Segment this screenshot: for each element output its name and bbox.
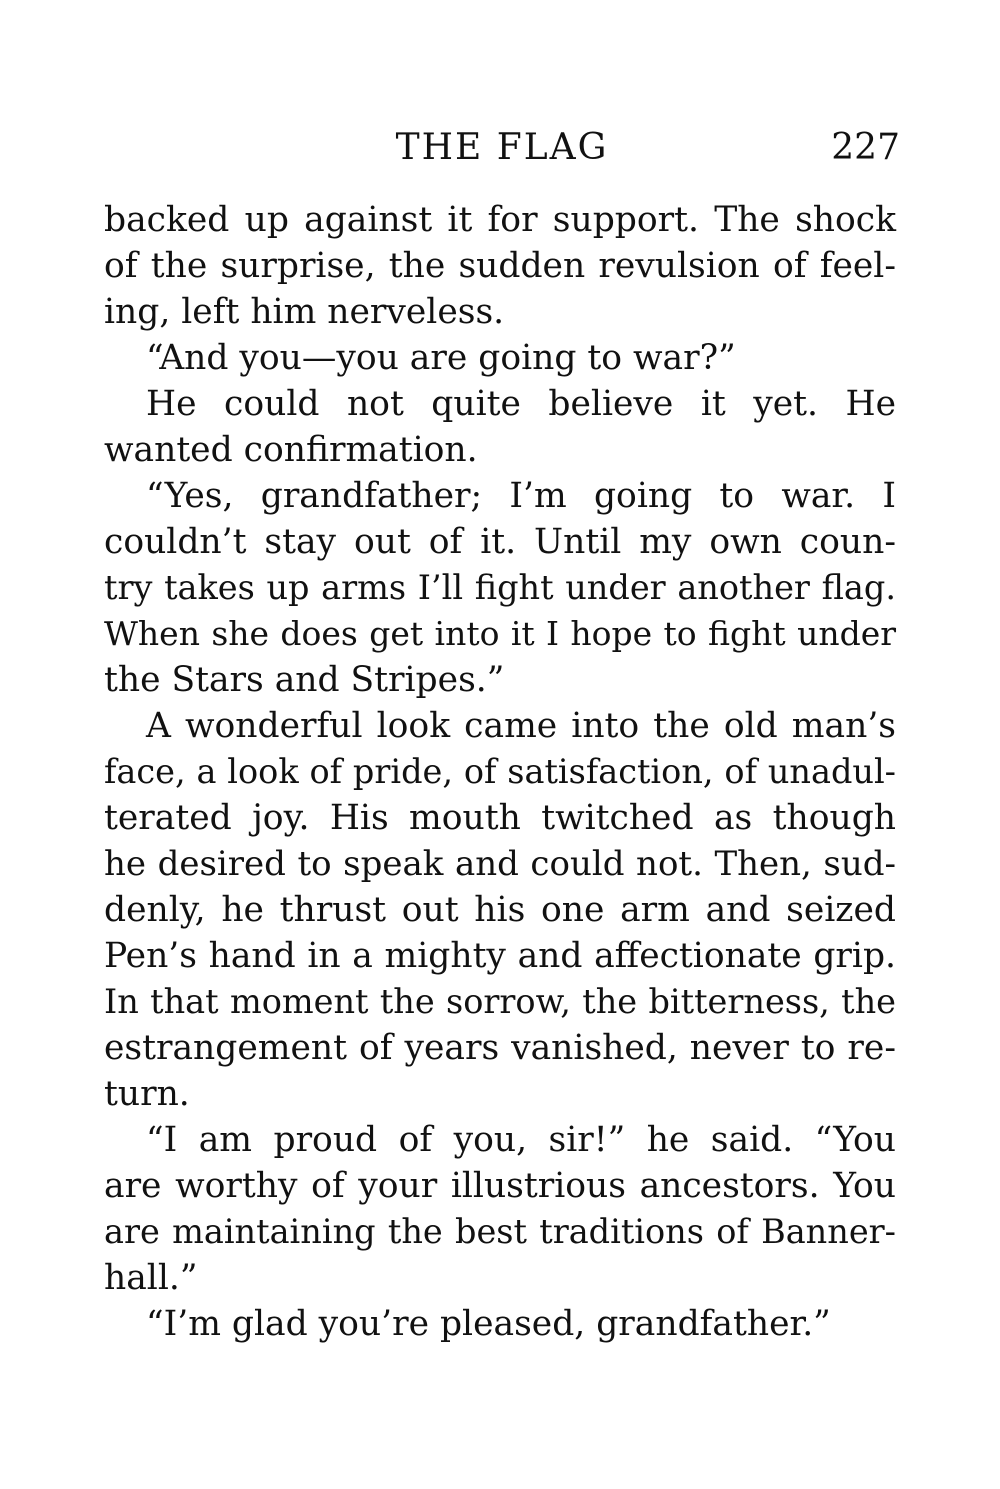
body-text [104, 197, 896, 1347]
text-line: backed up against it for support. The shock [104, 200, 896, 240]
text-line: hall.” [104, 1258, 198, 1298]
page-number: 227 [831, 127, 900, 168]
text-line: “I’m glad you’re pleased, grandfather.” [146, 1304, 831, 1344]
text-line: When she does get into it I hope to fight under [104, 614, 896, 653]
text-line: turn. [104, 1074, 190, 1114]
running-title: THE FLAG [395, 127, 609, 168]
text-line: try takes up arms I’ll fight under another flag. [104, 568, 896, 607]
text-line: “Yes, grandfather; I’m going to war. I [146, 476, 896, 516]
text-line: In that moment the sorrow, the bitterness, the [104, 982, 896, 1021]
text-line: estrangement of years vanished, never to re- [104, 1028, 896, 1068]
text-line: are worthy of your illustrious ancestors. You [104, 1166, 896, 1206]
text-line: couldn’t stay out of it. Until my own coun- [104, 522, 896, 562]
text-line: terated joy. His mouth twitched as though [104, 798, 896, 838]
text-line: of the surprise, the sudden revulsion of feel- [104, 246, 896, 286]
text-line: A wonderful look came into the old man’s [146, 706, 896, 746]
running-head [104, 122, 900, 174]
text-line: “And you—you are going to war?” [146, 338, 736, 378]
text-line: are maintaining the best traditions of Banner- [104, 1212, 896, 1251]
text-line: he desired to speak and could not. Then, sud- [104, 844, 896, 884]
text-line: ing, left him nerveless. [104, 292, 505, 332]
text-line: He could not quite believe it yet. He [146, 384, 896, 424]
text-line: face, a look of pride, of satisfaction, of unadul- [104, 752, 896, 791]
text-line: the Stars and Stripes.” [104, 660, 505, 700]
text-line: “I am proud of you, sir!” he said. “You [146, 1120, 896, 1160]
text-line: wanted confirmation. [104, 430, 478, 470]
text-line: denly, he thrust out his one arm and seized [104, 890, 896, 930]
text-line: Pen’s hand in a mighty and affectionate grip. [104, 936, 896, 976]
